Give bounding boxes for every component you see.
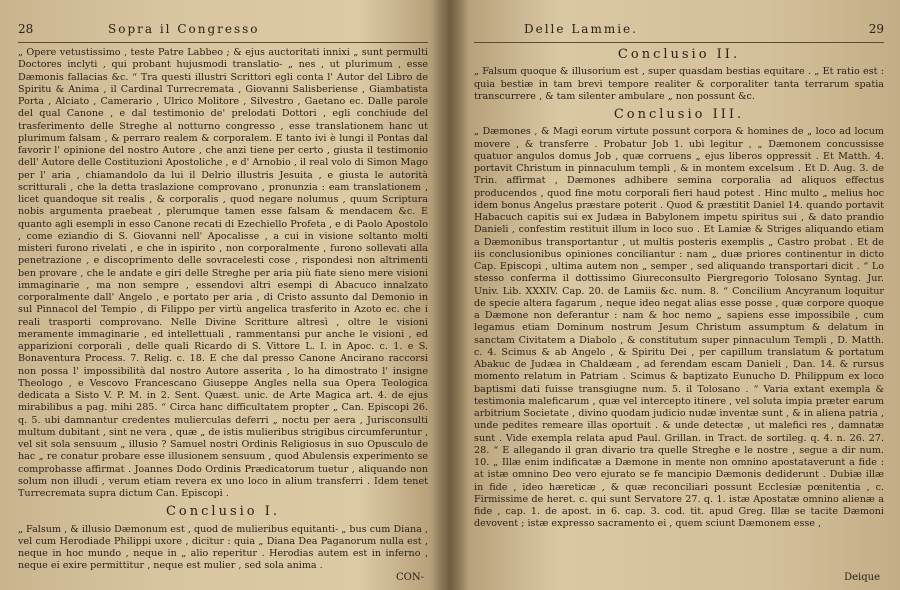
right-running-title: Delle Lammie. [524, 22, 638, 36]
left-paragraph-2: „ Falsum , & illusio Dæmonum est , quod de mulieribus equitanti- „ bus cum Diana , vel cum Herodiade Philippi uxore , dicitur : quia „ Diana Dea Paganorum nulla est , neque in hoc mundo , neque in „ alio reperitur . Herodias autem est in inferno , neque ei exire permittitur , neque est mulier , sed sola anima . [18, 523, 428, 572]
left-page-number: 28 [18, 22, 34, 36]
right-body [474, 49, 884, 531]
left-catchword: CON- [396, 572, 424, 583]
conclusio-1-heading: Conclusio I. [165, 504, 280, 520]
right-paragraph-2: „ Dæmones , & Magi eorum virtute possunt corpora & homines de „ loco ad locum movere , & transferre . Probatur Job 1. ubi legitur , „ Dæmonem concussisse quatuor angulos domus Job , quæ corruens „ ejus liberos oppressit . Et Matth. 4. portavit Christum in pinnaculum templi , & in montem excelsum . Et D. Aug. 3. de Trin. affirmat , Dæmones adhibere semina corporalia ad aliquos effectus producendos , quod fine motu corporali fieri haud potest . Hinc multo „ melius hoc idem bonus Angelus præstare poterit . Quod & præstitit Daniel 14. quando portavit Habacuch capitis sui ex Judæa in Babylonem impetu spiritus sui , & dato prandio Danieli , confestim restituit illum in loco suo . Et Lamiæ & Striges aliquando etiam a Dæmonibus transportantur , ut multis posteris exemplis „ Castro probat . Et de iis conclusionibus opiniones conciliantur : nam „ duæ priores continentur in dicto Cap. Episcopi , ultima autem non „ semper , sed aliquando transportari dicit . “ Lo stesso conferma il dottissimo Giureconsulto Piergregorio Tolosano Syntag. Jur. Univ. Lib. XXXIV. Cap. 20. de Lamiis &c. num. 8. “ Concilium Ancyranum loquitur de specie altera fagarum , neque ideo negat alias esse posse , quæ corpore quoque a Dæmone non deferantur : nam & hoc nemo „ sapiens esse impossibile , cum legamus etiam Dominum nostrum Jesum Christum assumptum & delatum in sanctam Civitatem a Diabolo , & constitutum super pinnaculum Templi , D. Matth. c. 4. Scimus & ab Angelo , & Spiritu Dei , per capillum translatum & portatum Abakuc de Judæa in Chaldæam , ad ferendam escam Danieli , Dan. 14. & rursus momento relatum in Patriam . Scimus & baptizato Eunucho D. Philippum ex loco baptismi dati fuisse transgiugne num. 5. il Tolosano . “ Varia extant exempla & testimonia maleficarum , quæ vel intercepto itinere , vel soluta impia præter earum arbitrium Societate , divino quodam judicio nudæ inventæ sunt , & in aliena patria , unde pedites remeare illas oportuit . & unde detectæ , ut malefici res , damnatæ sunt . Vide exempla relata apud Paul. Grillan. in Tract. de sortileg. q. 4. n. 26. 27. 28. “ E allegando il gran divario tra quelle Streghe e le nostre , segue a dir num. 10. „ Illæ enim indificatæ a Dæmone in mente non omnino apostataverunt a fide : at istæ omnino Deo vero ejurato se fe mancipio Dæmonis dediderunt . Dubiæ illæ in fide , ideo hæreticæ , & quæ reconciliari possunt Ecclesiæ pœnitentia , c. Firmissime de heret. c. qui sunt Servatore 27. q. 1. istæ Apostatæ omnino alienæ a fide , cap. 1. de apost. in 6. cap. 3. cod. tit. apud Greg. Illæ se tacite Dæmoni devovent ; istæ expresso sacramento ei , quem sciunt Dæmonem esse , [474, 126, 884, 530]
right-page [474, 22, 884, 587]
left-running-title: Sopra il Congresso [108, 22, 260, 36]
right-page-number: 29 [868, 22, 884, 36]
right-head-rule [474, 42, 884, 43]
left-running-head [18, 22, 428, 42]
conclusio-3-heading: Conclusio III. [613, 107, 745, 122]
right-catchword: Deique [844, 572, 880, 583]
left-paragraph-1: „ Opere vetustissimo , teste Patre Labbeo ; & ejus auctoritati innixi „ sunt permulti Doctores inclyti , qui probant hujusmodi translatio- „ nes , ut plurimum , esse Dæmonis fallacias &c. “ Tra questi illustri Scrittori egli conta l' Autor del Libro de Spiritu & Anima , il Cardinal Turrecremata , Giovanni Salisberiense , Giambatista Porta , Alciato , Camerario , Ulrico Molitore , Silvestro , Gaetano ec. Dalle parole del qual Canone , e dal testimonio de' prelodati Dottori , egli conchiude del trasferimento delle Streghe al notturno congresso , esse translationem hanc ut plurimum falsam , & perraro realem & corporalem. E tanto ivi è lungi il Pontas dal favorir l' opinione del nostro Autore , che anzi tiene per certo , giusta il testimonio dell' Autore delle Costituzioni Apostoliche , e d' Arnobio , il real volo di Simon Mago per l' aria , chiamandolo da lui il Delrio illustris Jesuita , e giusta le autorità scritturali , che la detta traslazione comprovano , pronunzia : eam translationem , licet quandoque sit realis , & corporalis , quod negare nolumus , quum Scriptura nobis argumenta praebeat , plerumque tamen esse falsam & mendacem &c. E quanto agli esempli in esso Canone recati di Ezechiello Profeta , e di Paolo Apostolo , come eziandio di S. Giovanni nell' Apocalisse , a cui in visione soltanto molti misteri furono rivelati , e che in ispirito , non corporalmente , furono sollevati alla penetrazione , e discoprimento delle sovracelesti cose , rispondesi non altrimenti ben provare , che le andate e giri delle Streghe per aria più fiate sieno mere visioni immaginarie , ma non sempre , essendovi altri esempi di Abacuco innalzato corporalmente dall' Angelo , e portato per aria , di Cristo assunto dal Demonio in sul Pinnacol del Tempio , di Filippo per virtù angelica trasferito in Azoto ec. che i reali trasporti comprovano. Nelle Divine Scritture altresì , oltre le visioni meramente immaginarie , ed intellettuali , rammentansi pur anche le visioni , ed apparizioni corporali , delle quali Ricardo di S. Vittore L. I. in Apoc. c. 1. e S. Bonaventura Process. 7. Relig. c. 18. E che dal presso Canone Ancirano raccorsi non possa l' impossibilità dal nostro Autore asserita , lo ha dimostrato l' insigne Theologo , e Vescovo Francescano Giuseppe Angles nella sua Opera Teologica dedicata a Sisto V. P. M. in 2. Sent. Quæst. unic. de Arte Magica art. 4. de ejus mirabilibus a pag. mihi 285. “ Circa hanc difficultatem propter „ Can. Episcopi 26. q. 5. ubi damnantur credentes mulierculas deferri „ noctu per aera , Jurisconsulti multum dubitant , sint ne vera , quæ „ de istis mulieribus strigibus circumferuntur , vel sit sola sensuum „ illusio ? Samuel nostri Ordinis Religiosus in suo Opusculo de hac „ re conatur probare esse illusionem sensuum , quod Abulensis experimento se comprobasse affirmat . Joannes Dodo Ordinis Prædicatorum tuetur , aliquando non solum non illudi , verum etiam revera ex uno loco in alium transferri . Idem tenet Turrecremata supra dictum Can. Episcopi . [18, 47, 428, 499]
book-gutter [430, 0, 470, 590]
conclusio-2-heading: Conclusio II. [617, 47, 741, 62]
left-page [18, 22, 428, 587]
left-head-rule [18, 42, 428, 43]
right-running-head [474, 22, 884, 42]
right-paragraph-1: „ Falsum quoque & illusorium est , super quasdam bestias equitare . „ Et ratio est : quia bestiæ in tam brevi tempore realiter & corporaliter tanta terrarum spatia transcurrere , & tam silenter ambulare „ non possunt &c. [474, 66, 884, 102]
left-body [18, 47, 428, 573]
